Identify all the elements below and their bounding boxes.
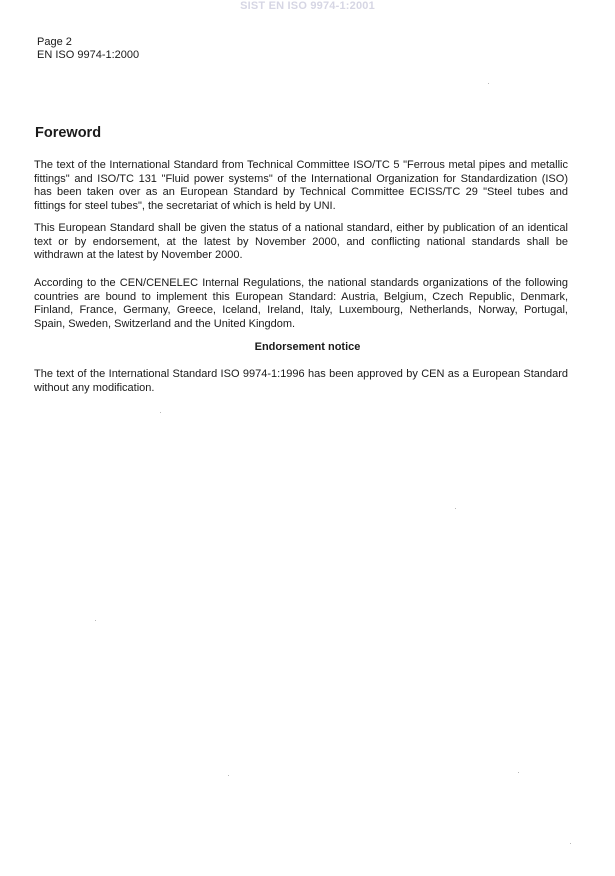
scan-speck bbox=[570, 843, 571, 844]
foreword-paragraph-2: This European Standard shall be given the status of a national standard, either by publication of an identical text or by endorsement, at the latest by November 2000, and conflicting national standards shall be withdrawn at the latest by November 2000. bbox=[34, 222, 568, 262]
endorsement-notice-title: Endorsement notice bbox=[254, 341, 361, 353]
document-id: EN ISO 9974-1:2000 bbox=[37, 49, 140, 61]
page-header bbox=[37, 36, 139, 62]
scan-speck bbox=[518, 772, 519, 773]
scan-speck bbox=[455, 508, 456, 509]
foreword-paragraph-1: The text of the International Standard from Technical Committee ISO/TC 5 "Ferrous metal pipes and metallic fittings" and ISO/TC 131 "Fluid power systems" of the International Organization for Standardization (ISO) has been taken over as an European Standard by Technical Committee ECISS/TC 29 "Steel tubes and fittings for steel tubes", the secretariat of which is held by UNI. bbox=[34, 159, 568, 212]
scan-speck bbox=[488, 83, 489, 84]
page-number: Page 2 bbox=[37, 36, 72, 48]
scan-speck bbox=[160, 412, 161, 413]
foreword-paragraph-3: According to the CEN/CENELEC Internal Regulations, the national standards organizations of the following countries are bound to implement this European Standard: Austria, Belgium, Czech Republic, Denmark, Finland, France, Germany, Greece, Iceland, Ireland, Italy, Luxembourg, Netherlands, Norway, Portugal, Spain, Sweden, Switzerland and the United Kingdom. bbox=[34, 277, 568, 330]
scan-speck bbox=[95, 620, 96, 621]
foreword-title: Foreword bbox=[35, 125, 102, 141]
endorsement-notice-text: The text of the International Standard ISO 9974-1:1996 has been approved by CEN as a European Standard without any modification. bbox=[34, 368, 568, 394]
watermark-text: SIST EN ISO 9974-1:2001 bbox=[240, 0, 375, 12]
scan-speck bbox=[228, 775, 229, 776]
